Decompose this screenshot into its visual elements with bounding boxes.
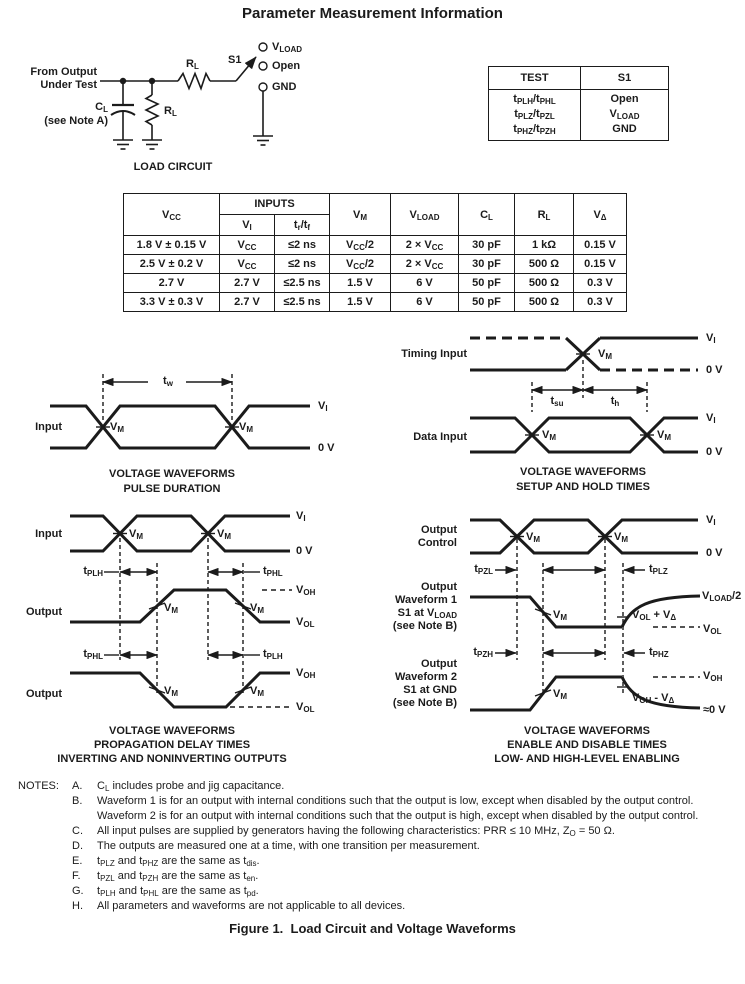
tphz-label: $t_{PHZ}$	[649, 646, 669, 659]
table-cell: 2.7 V	[220, 274, 275, 293]
table-cell: $V_{CC}/2$	[330, 255, 391, 274]
table-cell: 1.8 V ± 0.15 V	[124, 236, 220, 255]
panel-caption-line2: PROPAGATION DELAY TIMES	[93, 739, 251, 751]
panel-caption-line2: ENABLE AND DISABLE TIMES	[507, 739, 667, 751]
cl-note-label: (see Note A)	[44, 115, 108, 127]
table-cell: 2.7 V	[124, 274, 220, 293]
vol-label: $V_{OL}$	[703, 623, 722, 636]
vm-label: $V_M$	[164, 602, 179, 615]
panel-caption-line2: SETUP AND HOLD TIMES	[516, 481, 650, 493]
table-cell: 500 Ω	[515, 255, 574, 274]
col-header-vcc: $V_{CC}$	[124, 194, 220, 236]
panel-caption-line3: LOW- AND HIGH-LEVEL ENABLING	[494, 753, 680, 765]
waveform2-label-line3: S1 at GND	[403, 684, 457, 696]
table-cell: 1.5 V	[330, 274, 391, 293]
panel-caption-line1: VOLTAGE WAVEFORMS	[520, 466, 646, 478]
s1-table-header-s1: S1	[581, 67, 669, 90]
note-text: $t_{PZL}$ and $t_{PZH}$ are the same as $t_{en}$.	[97, 870, 259, 883]
table-cell: Open	[610, 93, 639, 105]
note-item	[18, 869, 740, 884]
node-dot	[120, 78, 126, 84]
pulse-duration-panel	[0, 330, 370, 500]
waveform1-label-line1: Output	[420, 581, 457, 593]
table-cell: 3.3 V ± 0.3 V	[124, 293, 220, 312]
vm-label: $V_M$	[250, 685, 265, 698]
note-item	[18, 884, 740, 899]
note-item	[18, 854, 740, 869]
page-title: Parameter Measurement Information	[242, 5, 503, 22]
enable-disable-panel	[370, 505, 745, 770]
table-cell: 50 pF	[459, 274, 515, 293]
table-cell: 6 V	[391, 293, 459, 312]
from-output-label-line1: From Output	[30, 66, 97, 78]
note-letter: A.	[72, 780, 83, 792]
table-cell: 0.3 V	[574, 293, 627, 312]
col-header-cl: $C_L$	[459, 194, 515, 236]
table-cell: ≤2 ns	[275, 236, 330, 255]
note-letter: E.	[72, 855, 83, 867]
tpzh-label: $t_{PZH}$	[473, 646, 493, 659]
note-item	[18, 779, 740, 794]
output-control-label-line2: Control	[417, 537, 457, 549]
vm-label: $V_M$	[614, 531, 629, 544]
tphl-label: $t_{PHL}$	[83, 648, 103, 661]
input-waveform	[50, 406, 310, 448]
waveform1-label-line4: (see Note B)	[392, 620, 457, 632]
tplh-label: $t_{PLH}$	[263, 648, 283, 661]
s1-table-s1-cells	[581, 90, 669, 141]
tw-label: $t_w$	[163, 375, 173, 388]
table-row	[124, 274, 627, 293]
output-label: Output	[25, 606, 62, 618]
s1-table-section	[488, 66, 669, 141]
vi-label: $V_I$	[706, 514, 716, 527]
vm-label: $V_M$	[110, 421, 125, 434]
vi-label: $V_I$	[318, 400, 328, 413]
vm-label: $V_M$	[598, 348, 613, 361]
table-cell: 0.3 V	[574, 274, 627, 293]
switch-position-open-label: Open	[272, 60, 301, 72]
voh-minus-vdelta-label: $V_{OH} - V_\Delta$	[632, 692, 675, 705]
tpzl-label: $t_{PZL}$	[474, 563, 493, 576]
note-text: All input pulses are supplied by generators having the following characteristics: PRR ≤ 10 MHz, $Z_O = 50$ Ω.	[97, 825, 615, 838]
s1-table	[488, 66, 669, 141]
cl-label: $C_L$	[95, 101, 108, 114]
vol-label: $V_{OL}$	[296, 616, 315, 629]
waveform2-label-line1: Output	[420, 658, 457, 670]
note-letter: F.	[72, 870, 81, 882]
waveform1-label-line2: Waveform 1	[395, 594, 457, 606]
timing-input-label: Timing Input	[401, 348, 467, 360]
switch-position-gnd-label: GND	[272, 81, 297, 93]
tsu-label: $t_{su}$	[550, 395, 564, 408]
parameter-table-section	[123, 193, 627, 312]
vm-label: $V_M$	[657, 429, 672, 442]
note-item	[18, 824, 740, 839]
vm-label: $V_M$	[129, 528, 144, 541]
vm-label: $V_M$	[239, 421, 254, 434]
table-cell: 2.5 V ± 0.2 V	[124, 255, 220, 274]
table-row	[124, 255, 627, 274]
output-control-waveform	[470, 520, 698, 553]
table-cell: $2 \times V_{CC}$	[391, 236, 459, 255]
setup-hold-panel	[370, 320, 745, 500]
vi-label: $V_I$	[296, 510, 306, 523]
vol-plus-vdelta-label: $V_{OL} + V_\Delta$	[632, 609, 677, 622]
zero-volt-label: 0 V	[706, 446, 723, 458]
vm-label: $V_M$	[553, 609, 568, 622]
col-header-inputs: INPUTS	[220, 194, 330, 215]
panel-caption-line3: INVERTING AND NONINVERTING OUTPUTS	[57, 753, 287, 765]
note-letter: B.	[72, 795, 83, 807]
waveform1-label-line3: S1 at $V_{LOAD}$	[397, 607, 457, 620]
table-cell: ≤2.5 ns	[275, 274, 330, 293]
note-item	[18, 899, 740, 914]
col-header-vm: $V_M$	[330, 194, 391, 236]
vi-label: $V_I$	[706, 412, 716, 425]
table-cell: GND	[612, 123, 637, 135]
note-text: Waveform 2 is for an output with internal conditions such that the output is high, except when disabled by the output control.	[97, 810, 699, 822]
voh-label: $V_{OH}$	[296, 584, 316, 597]
tphl-label: $t_{PHL}$	[263, 565, 283, 578]
voh-label: $V_{OH}$	[703, 670, 723, 683]
zero-volt-label: 0 V	[296, 545, 313, 557]
table-cell: 6 V	[391, 274, 459, 293]
s1-switch-label: S1	[228, 54, 242, 66]
table-cell: $V_{CC}$	[220, 255, 275, 274]
table-cell: 30 pF	[459, 255, 515, 274]
table-cell: $2 \times V_{CC}$	[391, 255, 459, 274]
data-input-label: Data Input	[413, 431, 467, 443]
vm-label: $V_M$	[250, 602, 265, 615]
table-cell: $V_{CC}/2$	[330, 236, 391, 255]
load-circuit-caption: LOAD CIRCUIT	[133, 161, 213, 173]
input-label: Input	[35, 528, 62, 540]
panel-caption-line2: PULSE DURATION	[123, 483, 221, 495]
note-text: All parameters and waveforms are not applicable to all devices.	[97, 900, 406, 912]
vm-label: $V_M$	[217, 528, 232, 541]
zero-volt-label: 0 V	[318, 442, 335, 454]
note-letter: D.	[72, 840, 83, 852]
table-cell: $t_{PLZ}/t_{PZL}$	[514, 108, 555, 121]
zero-volt-label: 0 V	[706, 547, 723, 559]
voh-label: $V_{OH}$	[296, 667, 316, 680]
panel-caption-line1: VOLTAGE WAVEFORMS	[524, 725, 650, 737]
table-cell: 50 pF	[459, 293, 515, 312]
table-cell: 1.5 V	[330, 293, 391, 312]
table-cell: ≤2 ns	[275, 255, 330, 274]
tplh-label: $t_{PLH}$	[83, 565, 103, 578]
switch-position-vload-label: $V_{LOAD}$	[272, 41, 303, 54]
load-circuit-section	[0, 40, 330, 180]
vi-label: $V_I$	[706, 332, 716, 345]
note-text: Waveform 1 is for an output with internal conditions such that the output is low, except when disabled by the output control.	[97, 795, 694, 807]
col-header-vload: $V_{LOAD}$	[391, 194, 459, 236]
col-header-trtf: $t_r/t_f$	[275, 215, 330, 236]
vm-label: $V_M$	[542, 429, 557, 442]
note-text: $C_L$ includes probe and jig capacitance.	[97, 780, 285, 793]
vm-label: $V_M$	[164, 685, 179, 698]
note-item	[18, 839, 740, 854]
tplz-label: $t_{PLZ}$	[649, 563, 668, 576]
waveform2-label-line2: Waveform 2	[395, 671, 457, 683]
propagation-delay-panel	[0, 505, 370, 770]
approx-zero-volt-label: ≈0 V	[703, 704, 726, 716]
input-label: Input	[35, 421, 62, 433]
table-row	[124, 293, 627, 312]
panel-caption-line1: VOLTAGE WAVEFORMS	[109, 725, 235, 737]
table-cell: $V_{CC}$	[220, 236, 275, 255]
note-item	[18, 809, 740, 824]
table-cell: ≤2.5 ns	[275, 293, 330, 312]
output-control-label-line1: Output	[420, 524, 457, 536]
vm-label: $V_M$	[526, 531, 541, 544]
s1-table-header-test: TEST	[489, 67, 581, 90]
panel-caption-line1: VOLTAGE WAVEFORMS	[109, 468, 235, 480]
vm-label: $V_M$	[553, 688, 568, 701]
node-dot	[149, 78, 155, 84]
note-letter: C.	[72, 825, 83, 837]
vol-label: $V_{OL}$	[296, 701, 315, 714]
col-header-rl: $R_L$	[515, 194, 574, 236]
rl-shunt-label: $R_L$	[164, 105, 177, 118]
th-label: $t_h$	[610, 395, 620, 408]
notes-label: NOTES:	[18, 780, 59, 792]
table-cell: 0.15 V	[574, 236, 627, 255]
col-header-vdelta: $V_\Delta$	[574, 194, 627, 236]
parameter-table	[123, 193, 627, 312]
note-item	[18, 794, 740, 809]
waveform2-label-line4: (see Note B)	[392, 697, 457, 709]
output-label: Output	[25, 688, 62, 700]
note-text: $t_{PLZ}$ and $t_{PHZ}$ are the same as $t_{dis}$.	[97, 855, 260, 868]
vload2-label: $V_{LOAD}/2$	[702, 590, 742, 603]
table-cell: 2.7 V	[220, 293, 275, 312]
table-cell: 1 kΩ	[515, 236, 574, 255]
table-cell: 500 Ω	[515, 293, 574, 312]
table-cell: 30 pF	[459, 236, 515, 255]
figure-caption: Figure 1. Load Circuit and Voltage Waveforms	[229, 921, 516, 936]
s1-table-test-cells	[489, 90, 581, 141]
table-row	[124, 236, 627, 255]
note-text: The outputs are measured one at a time, with one transition per measurement.	[97, 840, 480, 852]
zero-volt-label: 0 V	[706, 364, 723, 376]
note-letter: G.	[72, 885, 84, 897]
table-cell: 0.15 V	[574, 255, 627, 274]
col-header-vi: $V_I$	[220, 215, 275, 236]
note-text: $t_{PLH}$ and $t_{PHL}$ are the same as $t_{pd}$.	[97, 885, 259, 898]
note-letter: H.	[72, 900, 83, 912]
from-output-label-line2: Under Test	[40, 79, 97, 91]
input-waveform	[70, 516, 290, 551]
table-cell: $t_{PLH}/t_{PHL}$	[513, 93, 556, 106]
rl-series-label: $R_L$	[186, 58, 199, 71]
notes-section	[18, 779, 740, 914]
table-cell: $V_{LOAD}$	[609, 108, 640, 121]
table-cell: 500 Ω	[515, 274, 574, 293]
table-cell: $t_{PHZ}/t_{PZH}$	[513, 123, 556, 136]
